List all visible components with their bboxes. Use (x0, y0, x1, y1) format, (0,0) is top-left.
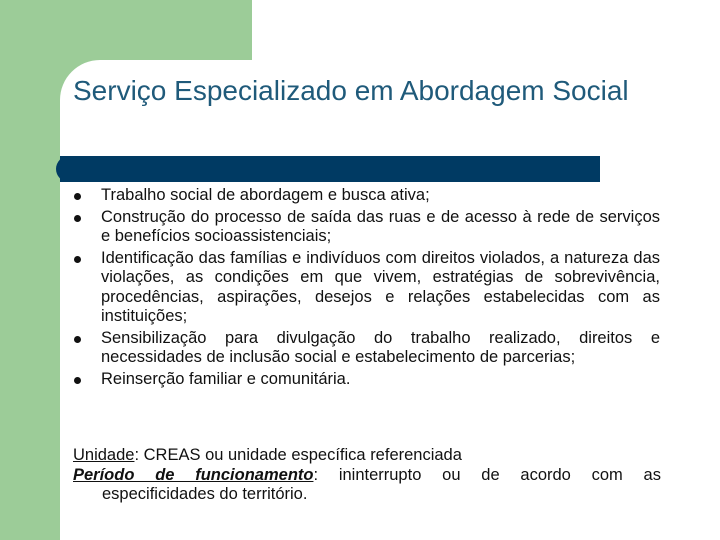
unidade-value: : CREAS ou unidade específica referenciada (134, 446, 462, 464)
slide-title: Serviço Especializado em Abordagem Social (73, 75, 629, 106)
periodo-line-continued: especificidades do território. (102, 485, 308, 503)
unidade-label: Unidade (73, 446, 135, 464)
unidade-line (73, 446, 661, 466)
bullet-text: Reinserção familiar e comunitária. (101, 369, 351, 388)
periodo-label: Período de funcionamento (73, 465, 314, 484)
periodo-value: : ininterrupto ou de acordo com as (313, 465, 661, 484)
bullet-item (72, 208, 660, 247)
bullet-text: Trabalho social de abordagem e busca ativa; (101, 186, 430, 204)
bullet-text: Identificação das famílias e indivíduos com direitos violados, a natureza das violações, as condições em que vivem, estratégias de sobrevivência, procedências, aspirações, desejos e relações estabelecidas com as instituições; (101, 248, 660, 325)
bullet-item (72, 186, 660, 206)
decor-green-strip (0, 0, 60, 540)
bullet-dot-icon (74, 377, 81, 384)
bullet-text: Sensibilização para divulgação do trabalho realizado, direitos e necessidades de inclusão social e estabelecimento de parcerias; (101, 328, 660, 366)
bullet-item (72, 249, 660, 327)
bullet-dot-icon (74, 256, 81, 263)
bullet-dot-icon (74, 215, 81, 222)
bullet-item (72, 329, 660, 368)
bullet-item (72, 370, 660, 390)
title-divider-bar (60, 156, 600, 182)
bullet-list (72, 186, 660, 391)
bullet-text: Construção do processo de saída das ruas e de acesso à rede de serviços e benefícios socioassistenciais; (101, 207, 660, 245)
bullet-dot-icon (74, 193, 81, 200)
periodo-line (73, 466, 661, 486)
bullet-dot-icon (74, 336, 81, 343)
service-info (73, 446, 661, 505)
